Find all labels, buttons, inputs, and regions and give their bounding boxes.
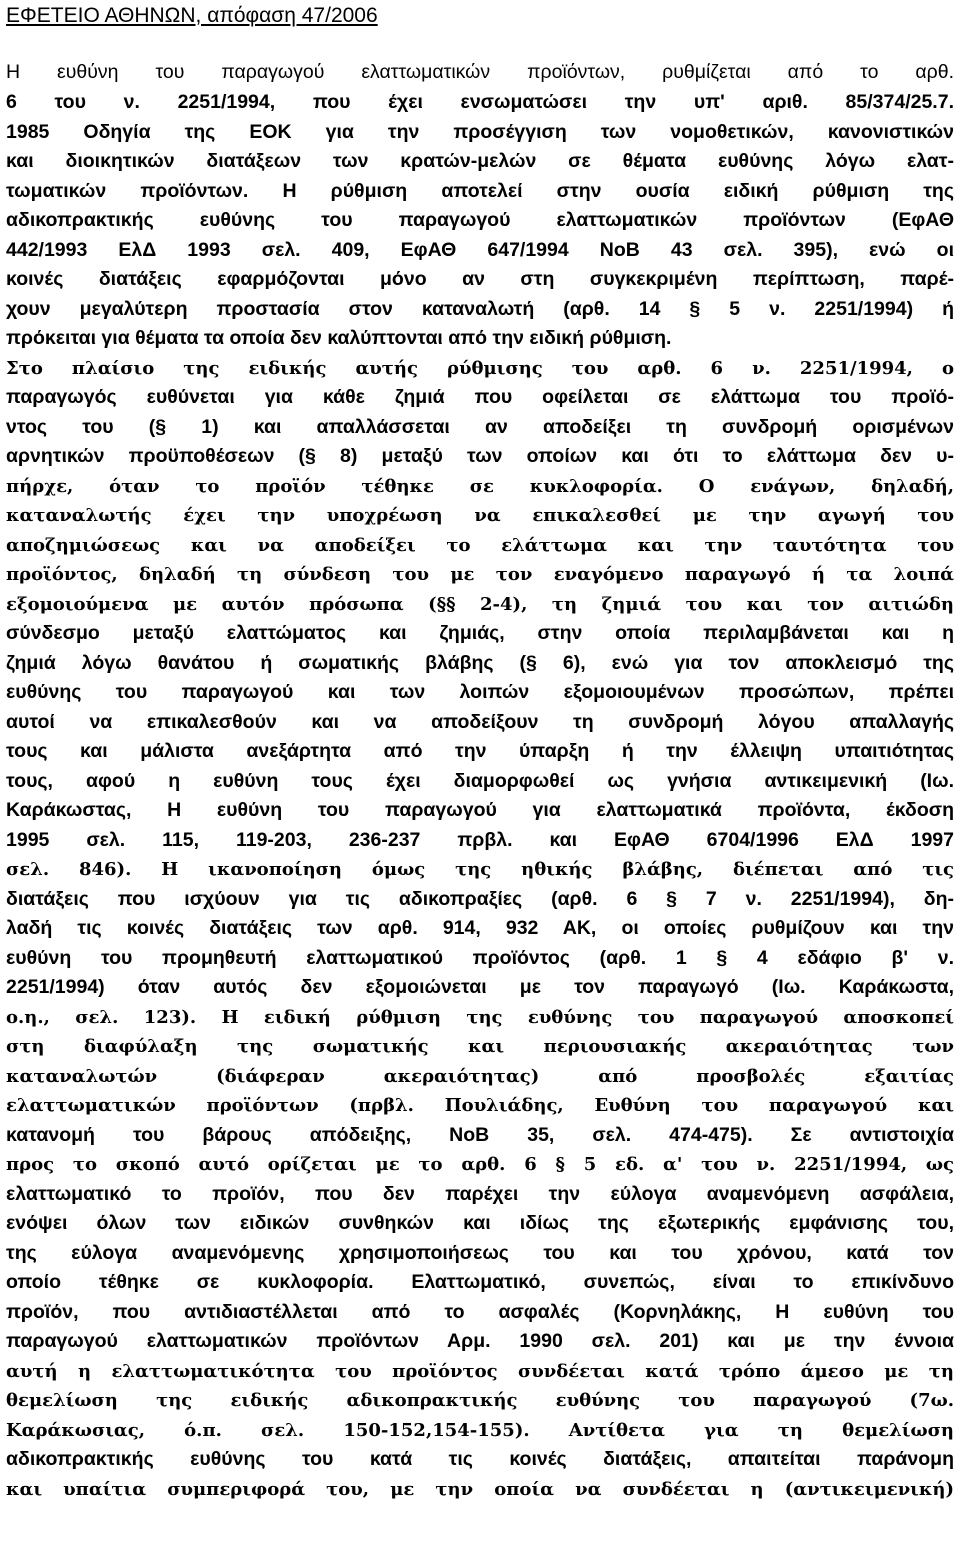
text-line: 442/1993 ΕλΔ 1993 σελ. 409, ΕφΑΘ 647/1994 ΝοΒ 43 σελ. 395), ενώ οι (6, 238, 954, 261)
text-line: ελαττωματικό το προϊόν, που δεν παρέχει την εύλογα αναμενόμενη ασφάλεια, (6, 1182, 954, 1205)
text-line: καταναλωτής έχει την υποχρέωση να επικαλεσθεί με την αγωγή του (6, 505, 954, 526)
text-line: Καράκωστας, Η ευθύνη του παραγωγού για ελαττωματικά προϊόντα, έκδοση (6, 799, 954, 821)
document-title: ΕΦΕΤΕΙΟ ΑΘΗΝΩΝ, απόφαση 47/2006 (6, 4, 378, 27)
text-line: αρνητικών προϋποθέσεων (§ 8) μεταξύ των οποίων και ότι το ελάττωμα δεν υ- (6, 445, 954, 467)
text-line: και υπαίτια συμπεριφορά του, με την οποία να συνδέεται η (αντικειμενική) (6, 1478, 954, 1500)
text-line: παραγωγός ευθύνεται για κάθε ζημιά που οφείλεται σε ελάττωμα του προϊό- (6, 386, 954, 408)
text-line: θεμελίωση της ειδικής αδικοπρακτικής ευθύνης του παραγωγού (7ω. (6, 1390, 954, 1411)
text-line: αδικοπρακτικής ευθύνης του κατά τις κοινές διατάξεις, απαιτείται παράνομη (6, 1448, 954, 1470)
text-line: ευθύνης του παραγωγού και των λοιπών εξομοιουμένων προσώπων, πρέπει (6, 681, 954, 703)
text-line: λαδή τις κοινές διατάξεις των αρθ. 914, 932 ΑΚ, οι οποίες ρυθμίζουν και την (6, 917, 954, 939)
text-line: ευθύνη του προμηθευτή ελαττωματικού προϊόντος (αρθ. 1 § 4 εδάφιο β' ν. (6, 946, 954, 969)
text-line: προϊόν, που αντιδιαστέλλεται από το ασφαλές (Κορνηλάκης, Η ευθύνη του (6, 1300, 954, 1323)
text-line: ζημιά λόγω θανάτου ή σωματικής βλάβης (§ 6), ενώ για τον αποκλεισμό της (6, 651, 954, 674)
text-line: πρόκειται για θέματα τα οποία δεν καλύπτονται από την ειδική ρύθμιση. (6, 327, 672, 349)
text-line: της εύλογα αναμενόμενης χρησιμοποιήσεως του και του χρόνου, κατά τον (6, 1241, 954, 1264)
text-line: 2251/1994) όταν αυτός δεν εξομοιώνεται με τον παραγωγό (Ιω. Καράκωστα, (6, 976, 954, 998)
text-line: διατάξεις που ισχύουν για τις αδικοπραξίες (αρθ. 6 § 7 ν. 2251/1994), δη- (6, 887, 954, 910)
text-line: τωματικών προϊόντων. Η ρύθμιση αποτελεί στην ουσία ειδική ρύθμιση της (6, 179, 954, 202)
text-line: ο.η., σελ. 123). Η ειδική ρύθμιση της ευθύνης του παραγωγού αποσκοπεί (6, 1006, 954, 1028)
text-line: χουν μεγαλύτερη προστασία στον καταναλωτή (αρθ. 14 § 5 ν. 2251/1994) ή (6, 297, 954, 320)
text-line: προϊόντος, δηλαδή τη σύνδεση του με τον εναγόμενο παραγωγό ή τα λοιπά (6, 564, 954, 585)
text-line: αυτή η ελαττωματικότητα του προϊόντος συνδέεται κατά τρόπο άμεσο με τη (6, 1360, 954, 1382)
text-line: Καράκωσιας, ό.π. σελ. 150-152,154-155). Αντίθετα για τη θεμελίωση (6, 1419, 954, 1441)
text-line: Η ευθύνη του παραγωγού ελαττωματικών προϊόντων, ρυθμίζεται από το αρθ. (6, 61, 954, 83)
text-line: αποζημιώσεως και να αποδείξει το ελάττωμα και την ταυτότητα του (6, 534, 954, 556)
text-line: οποίο τέθηκε σε κυκλοφορία. Ελαττωματικό, συνεπώς, είναι το επικίνδυνο (6, 1271, 954, 1293)
text-line: κοινές διατάξεις εφαρμόζονται μόνο αν στη συγκεκριμένη περίπτωση, παρέ- (6, 268, 954, 290)
text-line: τους και μάλιστα ανεξάρτητα από την ύπαρξη ή την έλλειψη υπαιτιότητας (6, 740, 954, 762)
text-line: καταναλωτών (διάφεραν ακεραιότητας) από προσβολές εξαιτίας (6, 1065, 954, 1087)
text-line: 6 του ν. 2251/1994, που έχει ενσωματώσει την υπ' αριθ. 85/374/25.7. (6, 91, 954, 113)
text-line: 1995 σελ. 115, 119-203, 236-237 πρβλ. και ΕφΑΘ 6704/1996 ΕλΔ 1997 (6, 828, 954, 851)
text-line: παραγωγού ελαττωματικών προϊόντων Αρμ. 1990 σελ. 201) και με την έννοια (6, 1330, 954, 1352)
document-body (6, 56, 954, 1504)
text-line: ντος του (§ 1) και απαλλάσσεται αν αποδείξει τη συνδρομή ορισμένων (6, 415, 954, 438)
text-line: στη διαφύλαξη της σωματικής και περιουσιακής ακεραιότητας των (6, 1036, 954, 1057)
text-line: εξομοιούμενα με αυτόν πρόσωπα (§§ 2-4), τη ζημιά του και τον αιτιώδη (6, 593, 954, 615)
text-line: και διοικητικών διατάξεων των κρατών-μελών σε θέματα ευθύνης λόγω ελατ- (6, 150, 954, 172)
text-line: πήρχε, όταν το προϊόν τέθηκε σε κυκλοφορία. Ο ενάγων, δηλαδή, (6, 475, 954, 497)
document-page (6, 0, 954, 1504)
text-line: ενόψει όλων των ειδικών συνθηκών και ιδίως της εξωτερικής εμφάνισης του, (6, 1212, 954, 1234)
text-line: Στο πλαίσιο της ειδικής αυτής ρύθμισης του αρθ. 6 ν. 2251/1994, ο (6, 357, 954, 379)
text-line: κατανομή του βάρους απόδειξης, ΝοΒ 35, σελ. 474-475). Σε αντιστοιχία (6, 1123, 954, 1146)
text-line: σύνδεσμο μεταξύ ελαττώματος και ζημιάς, στην οποία περιλαμβάνεται και η (6, 622, 954, 644)
text-line: ελαττωματικών προϊόντων (πρβλ. Πουλιάδης, Ευθύνη του παραγωγού και (6, 1095, 954, 1116)
text-line: σελ. 846). Η ικανοποίηση όμως της ηθικής βλάβης, διέπεται από τις (6, 859, 954, 880)
text-line: προς το σκοπό αυτό ορίζεται με το αρθ. 6 § 5 εδ. α' του ν. 2251/1994, ως (6, 1154, 954, 1175)
text-line: αυτοί να επικαλεσθούν και να αποδείξουν τη συνδρομή λόγου απαλλαγής (6, 710, 954, 733)
text-line: αδικοπρακτικής ευθύνης του παραγωγού ελαττωματικών προϊόντων (ΕφΑΘ (6, 209, 954, 231)
text-line: τους, αφού η ευθύνη τους έχει διαμορφωθεί ως γνήσια αντικειμενική (Ιω. (6, 769, 954, 792)
text-line: 1985 Οδηγία της ΕΟΚ για την προσέγγιση των νομοθετικών, κανονιστικών (6, 120, 954, 143)
